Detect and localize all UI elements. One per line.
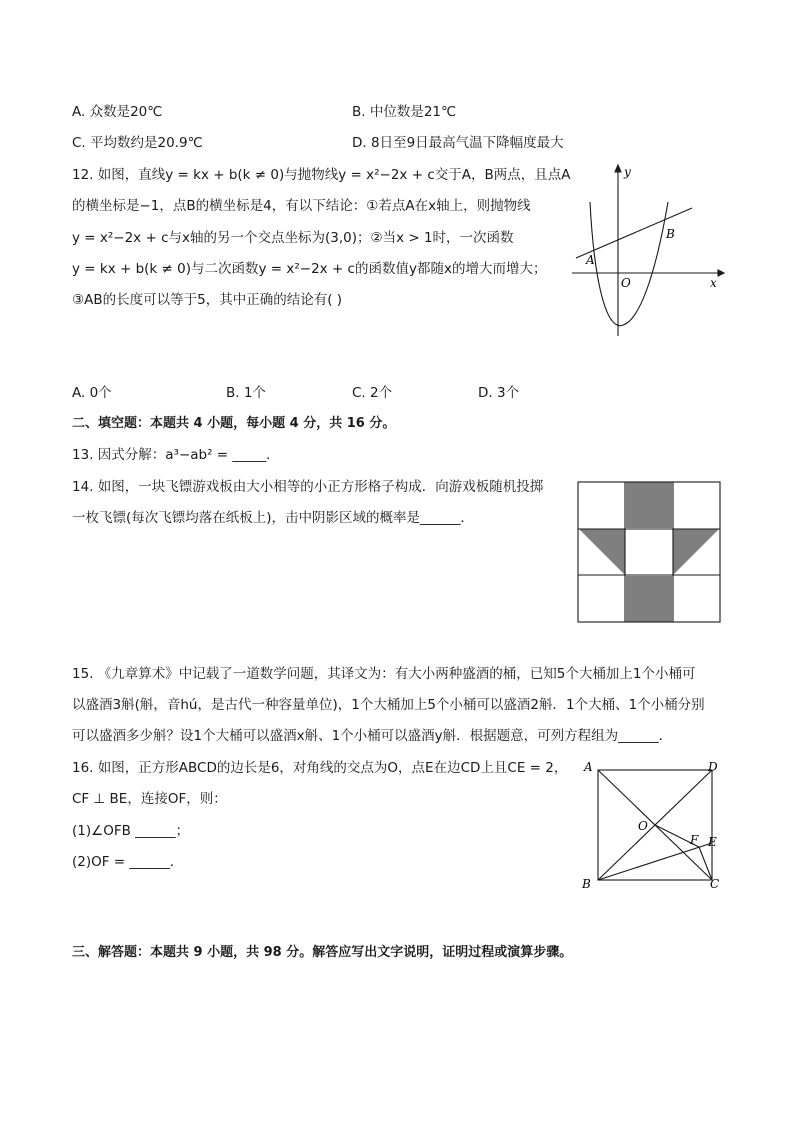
q11-option-a: A. 众数是20℃ — [72, 104, 163, 120]
q12-line-2: 的横坐标是−1，点B的横坐标是4，有以下结论：①若点A在x轴上，则抛物线 — [72, 198, 531, 214]
parabola-curve — [590, 202, 668, 326]
section-2-heading: 二、填空题：本题共 4 小题，每小题 4 分，共 16 分。 — [72, 416, 396, 431]
q13-text: 13. 因式分解：a³−ab² = _____． — [72, 447, 280, 463]
section-3-heading: 三、解答题：本题共 9 小题，共 98 分。解答应写出文字说明，证明过程或演算步骤。 — [72, 945, 573, 960]
q15-line-1: 15. 《九章算术》中记载了一道数学问题，其译文为：有大小两种盛酒的桶，已知5个大桶加上1个小桶可 — [72, 666, 696, 682]
q16-line-4: (2)OF = ______． — [72, 854, 184, 870]
q12-option-d: D. 3个 — [478, 385, 520, 401]
q14-line-1: 14. 如图，一块飞镖游戏板由大小相等的小正方形格子构成．向游戏板随机投掷 — [72, 479, 544, 495]
shaded-bottom-center — [626, 576, 672, 622]
q14-dartboard-figure — [574, 478, 724, 626]
q12-parabola-figure — [568, 160, 728, 340]
q12-line-3: y = x²−2x + c与x轴的另一个交点坐标为(3,0)；②当x > 1时，一次函数 — [72, 230, 514, 246]
q12-option-c: C. 2个 — [352, 385, 393, 401]
q12-line-5: ③AB的长度可以等于5，其中正确的结论有( ) — [72, 292, 343, 308]
label-y: y — [624, 165, 631, 179]
shaded-right-triangle — [673, 529, 719, 575]
label-a: A — [586, 253, 595, 267]
shaded-top-center — [626, 482, 672, 528]
segment-be — [598, 843, 712, 880]
q15-line-2: 以盛酒3斛(斛，音hú，是古代一种容量单位)，1个大桶加上5个小桶可以盛酒2斛．1个大桶、1个小桶分别 — [72, 697, 705, 713]
label-o: O — [638, 819, 648, 833]
segment-cf — [699, 847, 712, 880]
label-e: E — [708, 835, 717, 849]
label-b: B — [582, 877, 591, 891]
q12-line-1: 12. 如图，直线y = kx + b(k ≠ 0)与抛物线y = x²−2x + c交于A，B两点，且点A — [72, 167, 571, 183]
label-d: D — [708, 760, 718, 774]
x-axis-arrow — [718, 270, 724, 276]
q16-line-1: 16. 如图，正方形ABCD的边长是6，对角线的交点为O，点E在边CD上且CE = 2， — [72, 760, 568, 776]
q11-option-d: D. 8日至9日最高气温下降幅度最大 — [352, 135, 564, 151]
label-f: F — [690, 833, 699, 847]
shaded-left-triangle — [579, 529, 625, 575]
y-axis-arrow — [615, 165, 621, 172]
q12-option-a: A. 0个 — [72, 385, 112, 401]
q15-line-3: 可以盛酒多少斛？设1个大桶可以盛酒x斛、1个小桶可以盛酒y斛．根据题意，可列方程组为______． — [72, 728, 673, 744]
label-c: C — [710, 877, 720, 891]
q14-line-2: 一枚飞镖(每次飞镖均落在纸板上)，击中阴影区域的概率是______． — [72, 510, 475, 526]
q11-option-c: C. 平均数约是20.9℃ — [72, 135, 203, 151]
q16-square-figure — [578, 760, 728, 892]
label-x: x — [710, 276, 717, 290]
q16-line-2: CF ⊥ BE，连接OF，则： — [72, 791, 227, 807]
q16-line-3: (1)∠OFB ______； — [72, 823, 190, 839]
label-a: A — [584, 760, 593, 774]
q12-option-b: B. 1个 — [226, 385, 266, 401]
label-o: O — [621, 276, 631, 290]
label-b: B — [666, 227, 675, 241]
q11-option-b: B. 中位数是21℃ — [352, 104, 457, 120]
q12-line-4: y = kx + b(k ≠ 0)与二次函数y = x²−2x + c的函数值y都随x的增大而增大； — [72, 261, 547, 277]
